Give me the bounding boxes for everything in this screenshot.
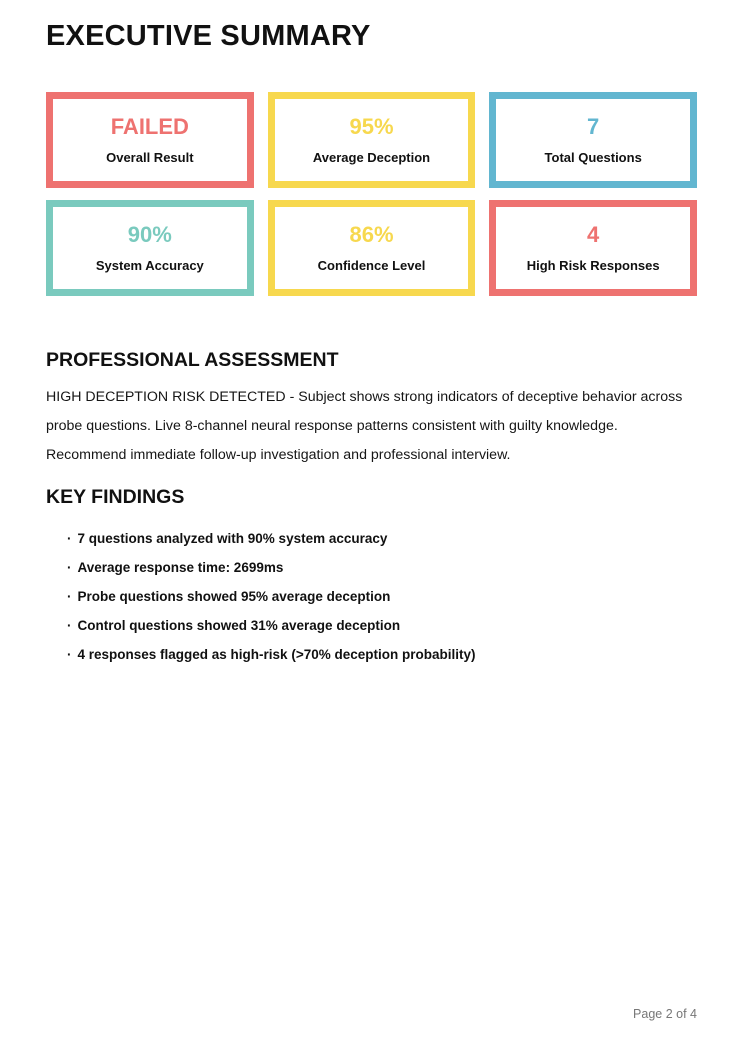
key-finding-item [67,582,697,611]
page-title: EXECUTIVE SUMMARY [46,20,371,52]
stat-value: 90% [127,222,172,247]
bullet-icon: · [67,589,72,604]
professional-assessment-heading: PROFESSIONAL ASSESSMENT [46,349,339,371]
stat-label: System Accuracy [95,258,204,273]
stat-card [489,200,697,296]
key-finding-text: Average response time: 2699ms [77,560,284,575]
stat-value: 95% [349,114,394,139]
stat-card [46,200,254,296]
stat-card [46,92,254,188]
page-footer [633,1007,697,1021]
professional-assessment-body: HIGH DECEPTION RISK DETECTED - Subject shows strong indicators of deceptive behavior across probe questions. Live 8-channel neural response patterns consistent with guilty knowledge. Recommend immediate follow-up investigation and professional interview. [46,389,683,463]
stat-label: Overall Result [106,150,194,165]
key-findings-heading: KEY FINDINGS [46,486,185,508]
bullet-icon: · [67,647,72,662]
bullet-icon: · [67,618,72,633]
stat-card [489,92,697,188]
stat-card [268,200,476,296]
bullet-icon: · [67,531,72,546]
stat-label: Total Questions [544,150,642,165]
page-number: Page 2 of 4 [633,1007,697,1021]
professional-assessment-section [46,349,697,470]
stat-value: 4 [587,222,600,247]
stat-value: 86% [349,222,394,247]
summary-stat-grid [46,92,697,296]
key-findings-list [46,524,697,669]
key-finding-text: Probe questions showed 95% average deception [77,589,391,604]
key-finding-item [67,640,697,669]
key-finding-item [67,611,697,640]
stat-label: High Risk Responses [526,258,660,273]
bullet-icon: · [67,560,72,575]
key-findings-section [46,486,697,669]
key-finding-text: 7 questions analyzed with 90% system accuracy [77,531,388,546]
stat-value: 7 [587,114,600,139]
stat-label: Confidence Level [317,258,426,273]
stat-value: FAILED [110,114,189,139]
key-finding-item [67,553,697,582]
key-finding-text: Control questions showed 31% average deception [77,618,401,633]
key-finding-item [67,524,697,553]
stat-card [268,92,476,188]
stat-label: Average Deception [312,150,431,165]
key-finding-text: 4 responses flagged as high-risk (>70% deception probability) [77,647,476,662]
